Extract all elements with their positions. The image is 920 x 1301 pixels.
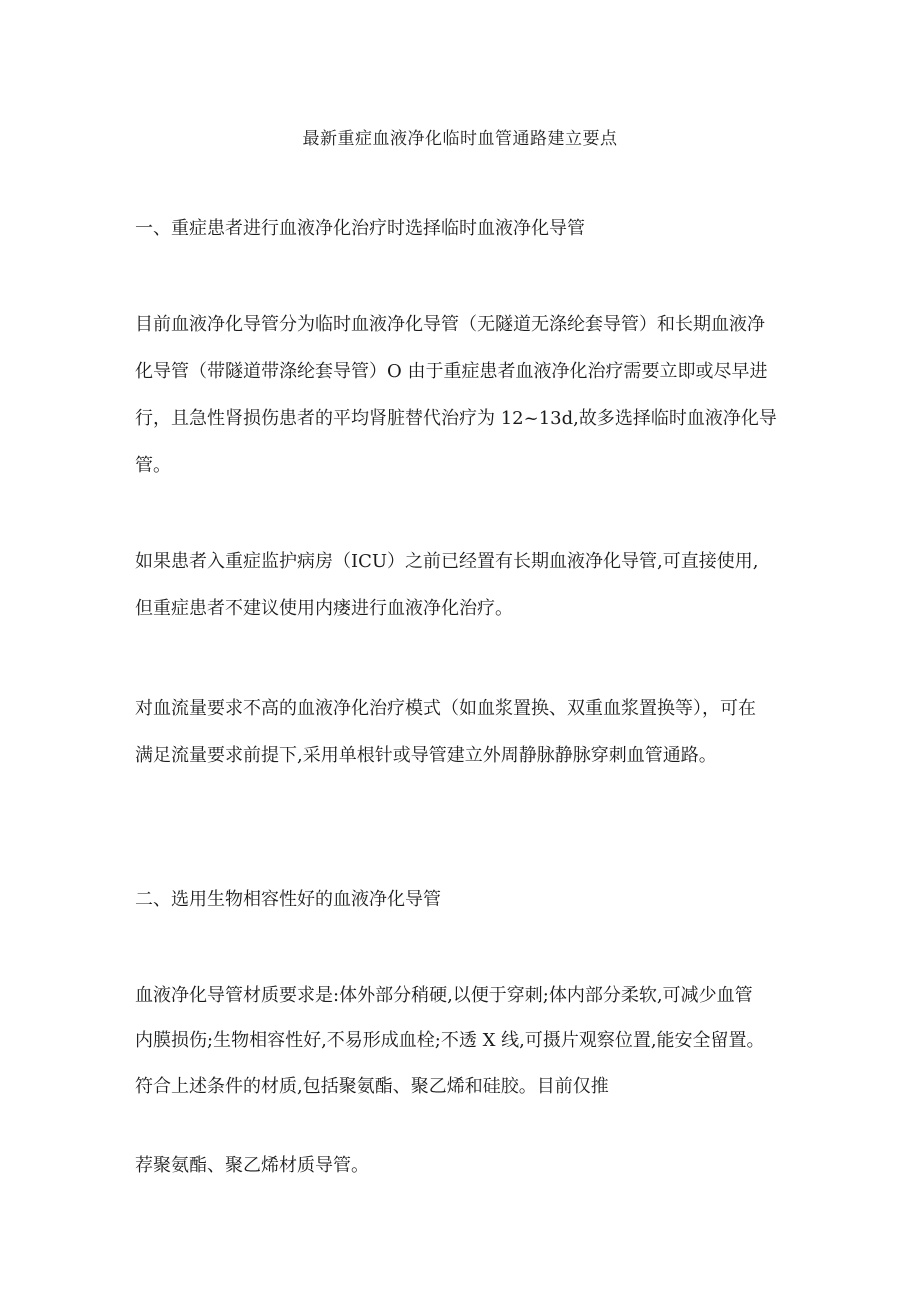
paragraph-line: 血液净化导管材质要求是:体外部分稍硬,以便于穿刺;体内部分柔软,可减少血管 — [135, 985, 753, 1006]
paragraph-line: 但重症患者不建议使用内瘘进行血液净化治疗。 — [135, 598, 513, 619]
paragraph-line: 管。 — [135, 455, 171, 476]
paragraph-line: 行，且急性肾损伤患者的平均肾脏替代治疗为 12~13d,故多选择临时血液净化导 — [135, 408, 777, 429]
paragraph-line: 荐聚氨酯、聚乙烯材质导管。 — [135, 1155, 369, 1176]
paragraph-line: 化导管（带隧道带涤纶套导管）O 由于重症患者血液净化治疗需要立即或尽早进 — [135, 361, 768, 382]
paragraph-line: 符合上述条件的材质,包括聚氨酯、聚乙烯和硅胶。目前仅推 — [135, 1076, 609, 1097]
section-heading-1: 一、重症患者进行血液净化治疗时选择临时血液净化导管 — [135, 218, 585, 239]
section-heading-2: 二、选用生物相容性好的血液净化导管 — [135, 889, 441, 910]
document-title: 最新重症血液净化临时血管通路建立要点 — [302, 129, 618, 149]
paragraph-line: 目前血液净化导管分为临时血液净化导管（无隧道无涤纶套导管）和长期血液净 — [135, 314, 765, 335]
paragraph-line: 满足流量要求前提下,采用单根针或导管建立外周静脉静脉穿刺血管通路。 — [135, 745, 717, 766]
paragraph-line: 对血流量要求不高的血液净化治疗模式（如血浆置换、双重血浆置换等），可在 — [135, 698, 756, 719]
paragraph-line: 内膜损伤;生物相容性好,不易形成血栓;不透 X 线,可摄片观察位置,能安全留置。 — [135, 1030, 765, 1051]
paragraph-line: 如果患者入重症监护病房（ICU）之前已经置有长期血液净化导管,可直接使用, — [135, 551, 759, 572]
